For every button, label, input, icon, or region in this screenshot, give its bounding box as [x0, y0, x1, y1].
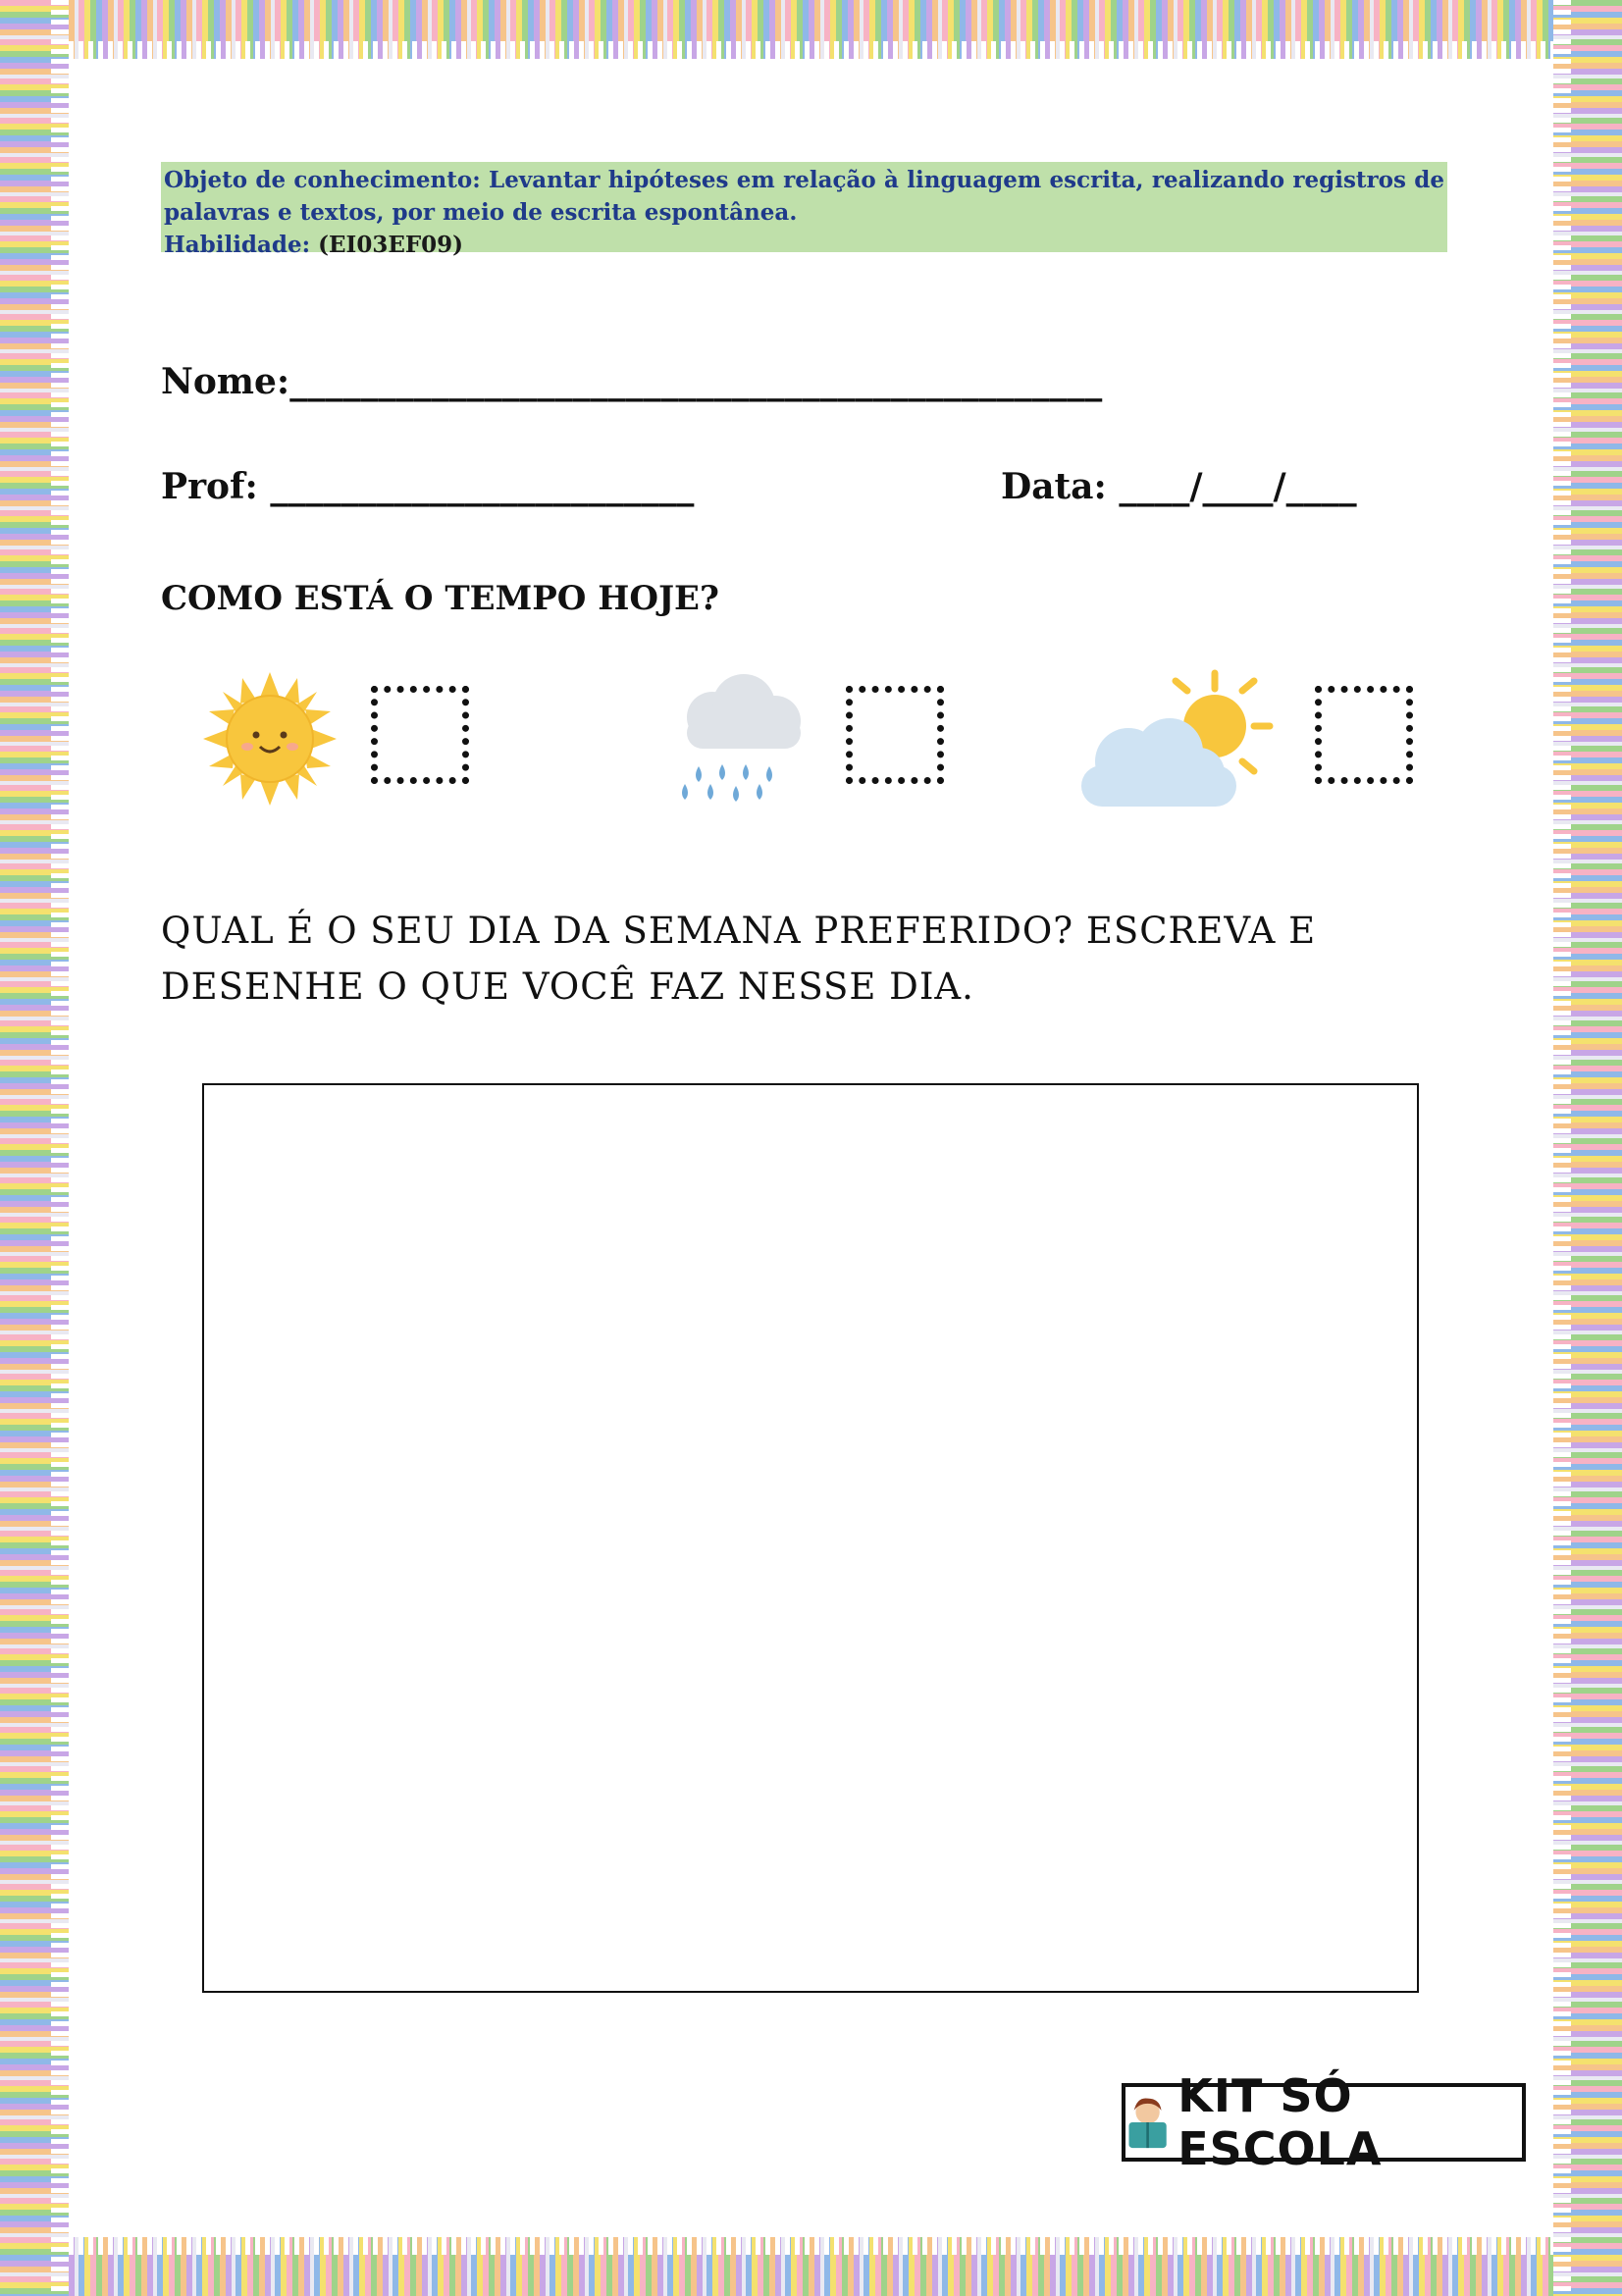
prof-field[interactable]: Prof: ________________________ [161, 466, 695, 507]
logo-text: KIT SÓ ESCOLA [1177, 2069, 1383, 2175]
habilidade-row [164, 229, 1444, 261]
child-reading-icon [1125, 2091, 1170, 2154]
rain-checkbox[interactable] [846, 686, 944, 784]
objeto-text: Levantar hipóteses em relação à linguagem escrita, realizando registros de palavras e textos, por meio de escrita espontânea. [164, 167, 1444, 226]
pencil-border-top [0, 0, 1622, 59]
weather-question-title: COMO ESTÁ O TEMPO HOJE? [161, 579, 719, 618]
nome-field[interactable]: Nome:______________________________________________ [161, 361, 1103, 402]
partly-cloudy-checkbox[interactable] [1315, 686, 1413, 784]
pencil-border-left [0, 0, 69, 2296]
kit-so-escola-logo [1122, 2069, 1526, 2175]
learning-objective-box [161, 162, 1447, 258]
rain-cloud-icon [673, 672, 807, 805]
pencil-border-bottom [0, 2237, 1622, 2296]
partly-cloudy-icon [1079, 667, 1276, 809]
habilidade-code: (EI03EF09) [318, 232, 464, 258]
habilidade-label: Habilidade: [164, 232, 311, 258]
data-field[interactable]: Data: ____/____/____ [1001, 466, 1357, 507]
objeto-label: Objeto de conhecimento: [164, 167, 481, 193]
pencil-border-right [1553, 0, 1622, 2296]
sun-checkbox[interactable] [371, 686, 469, 784]
drawing-area[interactable] [202, 1083, 1419, 1993]
day-of-week-question: QUAL É O SEU DIA DA SEMANA PREFERIDO? ESCREVA E DESENHE O QUE VOCÊ FAZ NESSE DIA. [161, 910, 1317, 1008]
sun-icon [201, 670, 339, 808]
